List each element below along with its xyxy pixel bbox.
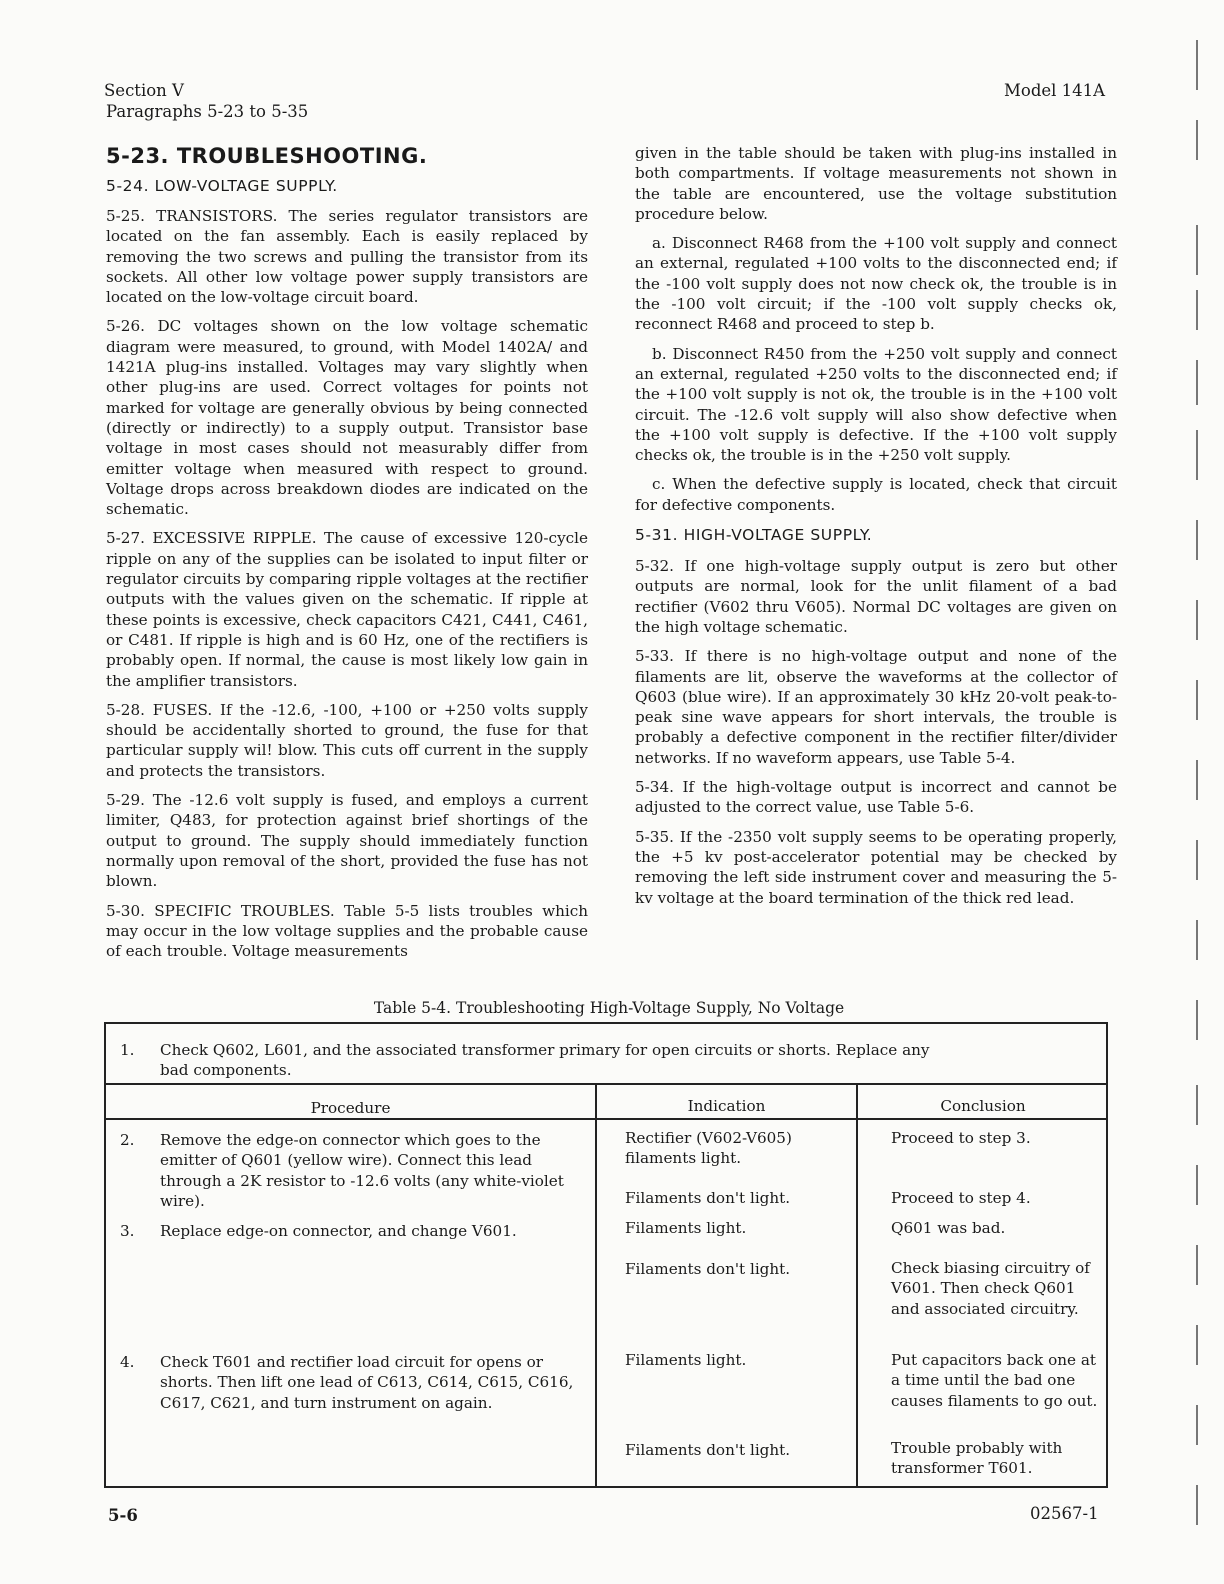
step-1-text: Check Q602, L601, and the associated transformer primary for open circuits or shorts. Replace any bad components. bbox=[160, 1041, 930, 1080]
step-a: a. Disconnect R468 from the +100 volt supply and connect an external, regulated +100 volts to the disconnected end; if the -100 volt supply does not now check ok, the trouble is in the -100 volt circuit; if the -100 volt supply checks ok, reconnect R468 and proceed to step b. bbox=[635, 234, 1117, 334]
binding-mark bbox=[1196, 1245, 1198, 1285]
troubleshooting-table bbox=[104, 1022, 1108, 1488]
paragraph-range: Paragraphs 5-23 to 5-35 bbox=[106, 102, 309, 121]
binding-mark bbox=[1196, 1000, 1198, 1040]
binding-mark bbox=[1196, 290, 1198, 330]
paragraph-5-25: 5-25. TRANSISTORS. The series regulator transistors are located on the fan assembly. Each is easily replaced by removing the two screws and pulling the transistor from its sockets. All other low voltage power supply transistors are located on the low-voltage circuit board. bbox=[106, 207, 588, 307]
step-number: 1. bbox=[120, 1041, 135, 1059]
step-4-conclusion-2: Trouble probably with transformer T601. bbox=[891, 1439, 1063, 1478]
step-2-procedure: Remove the edge-on connector which goes to the emitter of Q601 (yellow wire). Connect this lead through a 2K resistor to -12.6 volts (any white-violet wire). bbox=[160, 1131, 564, 1210]
model-label: Model 141A bbox=[1004, 81, 1106, 100]
step-2-conclusion-2: Proceed to step 4. bbox=[891, 1189, 1031, 1207]
table-caption: Table 5-4. Troubleshooting High-Voltage Supply, No Voltage bbox=[373, 999, 845, 1017]
left-column bbox=[106, 143, 588, 970]
header-conclusion: Conclusion bbox=[940, 1097, 1026, 1115]
binding-mark bbox=[1196, 430, 1198, 480]
paragraph-5-30: 5-30. SPECIFIC TROUBLES. Table 5-5 lists troubles which may occur in the low voltage supplies and the probable cause of each trouble. Voltage measurements bbox=[106, 901, 588, 961]
table-column-divider bbox=[856, 1083, 858, 1486]
binding-mark bbox=[1196, 40, 1198, 90]
heading-troubleshooting: 5-23. TROUBLESHOOTING. bbox=[106, 144, 428, 168]
section-label: Section V bbox=[104, 81, 184, 100]
table-divider bbox=[106, 1083, 1106, 1085]
step-3-conclusion-2: Check biasing circuitry of V601. Then check Q601 and associated circuitry. bbox=[891, 1259, 1090, 1318]
step-number: 2. bbox=[120, 1131, 135, 1149]
binding-mark bbox=[1196, 1405, 1198, 1445]
step-number: 4. bbox=[120, 1353, 135, 1371]
page-number: 5-6 bbox=[108, 1506, 138, 1525]
binding-mark bbox=[1196, 225, 1198, 275]
paragraph-5-26: 5-26. DC voltages shown on the low voltage schematic diagram were measured, to ground, with Model 1402A/ and 1421A plug-ins installed. Voltages may vary slightly when other plug-ins are used. Correct voltages for points not marked for voltage are generally obvious by being connected (directly or indirectly) to a supply output. Transistor base voltage in most cases should not measurably differ from emitter voltage when measured with respect to ground. Voltage drops across breakdown diodes are indicated on the schematic. bbox=[106, 317, 588, 519]
binding-mark bbox=[1196, 920, 1198, 960]
step-4-procedure: Check T601 and rectifier load circuit for opens or shorts. Then lift one lead of C613, C614, C615, C616, C617, C621, and turn instrument on again. bbox=[160, 1353, 574, 1412]
binding-mark bbox=[1196, 840, 1198, 880]
table-divider bbox=[106, 1118, 1106, 1120]
header-procedure: Procedure bbox=[310, 1099, 391, 1117]
binding-mark bbox=[1196, 120, 1198, 160]
paragraph-5-32: 5-32. If one high-voltage supply output is zero but other outputs are normal, look for the unlit filament of a bad rectifier (V602 thru V605). Normal DC voltages are given on the high voltage schematic. bbox=[635, 557, 1117, 636]
binding-mark bbox=[1196, 360, 1198, 405]
step-4-indication-2: Filaments don't light. bbox=[625, 1441, 791, 1459]
binding-mark bbox=[1196, 680, 1198, 720]
binding-mark bbox=[1196, 520, 1198, 560]
step-2-indication-1: Rectifier (V602-V605) filaments light. bbox=[625, 1129, 792, 1168]
binding-mark bbox=[1196, 1325, 1198, 1365]
paragraph-5-35: 5-35. If the -2350 volt supply seems to be operating properly, the +5 kv post-accelerator potential may be checked by removing the left side instrument cover and measuring the 5-kv voltage at the board termination of the thick red lead. bbox=[635, 827, 1117, 907]
step-4-indication-1: Filaments light. bbox=[625, 1351, 747, 1369]
heading-low-voltage-supply: 5-24. LOW-VOLTAGE SUPPLY. bbox=[106, 177, 338, 195]
step-3-conclusion-1: Q601 was bad. bbox=[891, 1219, 1006, 1237]
binding-mark bbox=[1196, 1165, 1198, 1205]
binding-mark bbox=[1196, 1085, 1198, 1125]
paragraph-continuation: given in the table should be taken with plug-ins installed in both compartments. If voltage measurements not shown in the table are encountered, use the voltage substitution procedure below. bbox=[635, 144, 1117, 223]
paragraph-5-27: 5-27. EXCESSIVE RIPPLE. The cause of excessive 120-cycle ripple on any of the supplies can be isolated to input filter or regulator circuits by comparing ripple voltages at the rectifier outputs with the values given on the schematic. If ripple at these points is excessive, check capacitors C421, C441, C461, or C481. If ripple is high and is 60 Hz, one of the rectifiers is probably open. If normal, the cause is most likely low gain in the amplifier transistors. bbox=[106, 529, 588, 690]
step-2-conclusion-1: Proceed to step 3. bbox=[891, 1129, 1031, 1147]
step-4-conclusion-1: Put capacitors back one at a time until the bad one causes filaments to go out. bbox=[891, 1351, 1098, 1410]
step-2-indication-2: Filaments don't light. bbox=[625, 1189, 791, 1207]
step-number: 3. bbox=[120, 1222, 135, 1240]
step-b: b. Disconnect R450 from the +250 volt supply and connect an external, regulated +250 volts to the disconnected end; if the +100 volt supply is not ok, the trouble is in the +100 volt circuit. The -12.6 volt supply will also show defective when the +100 volt supply is defective. If the +100 volt supply checks ok, the trouble is in the +250 volt supply. bbox=[635, 344, 1117, 465]
header-indication: Indication bbox=[687, 1097, 766, 1115]
step-3-indication-2: Filaments don't light. bbox=[625, 1260, 791, 1278]
paragraph-5-33: 5-33. If there is no high-voltage output and none of the filaments are lit, observe the waveforms at the collector of Q603 (blue wire). If an approximately 30 kHz 20-volt peak-to-peak sine wave appears for short intervals, the trouble is probably a defective component in the rectifier filter/divider networks. If no waveform appears, use Table 5-4. bbox=[635, 647, 1117, 767]
binding-mark bbox=[1196, 760, 1198, 800]
binding-mark bbox=[1196, 600, 1198, 640]
step-c: c. When the defective supply is located, check that circuit for defective components. bbox=[635, 475, 1117, 514]
paragraph-5-34: 5-34. If the high-voltage output is incorrect and cannot be adjusted to the correct value, use Table 5-6. bbox=[635, 778, 1117, 817]
step-3-procedure: Replace edge-on connector, and change V601. bbox=[160, 1222, 517, 1240]
paragraph-5-28: 5-28. FUSES. If the -12.6, -100, +100 or +250 volts supply should be accidentally shorted to ground, the fuse for that particular supply wil! blow. This cuts off current in the supply and protects the transistors. bbox=[106, 700, 588, 780]
step-3-indication-1: Filaments light. bbox=[625, 1219, 747, 1237]
table-column-divider bbox=[595, 1083, 597, 1486]
binding-mark bbox=[1196, 1485, 1198, 1525]
paragraph-5-29: 5-29. The -12.6 volt supply is fused, and employs a current limiter, Q483, for protection against brief shortings of the output to ground. The supply should immediately function normally upon removal of the short, provided the fuse has not blown. bbox=[106, 791, 588, 891]
right-column bbox=[635, 143, 1117, 917]
heading-high-voltage-supply: 5-31. HIGH-VOLTAGE SUPPLY. bbox=[635, 526, 873, 545]
document-number: 02567-1 bbox=[1030, 1504, 1099, 1523]
